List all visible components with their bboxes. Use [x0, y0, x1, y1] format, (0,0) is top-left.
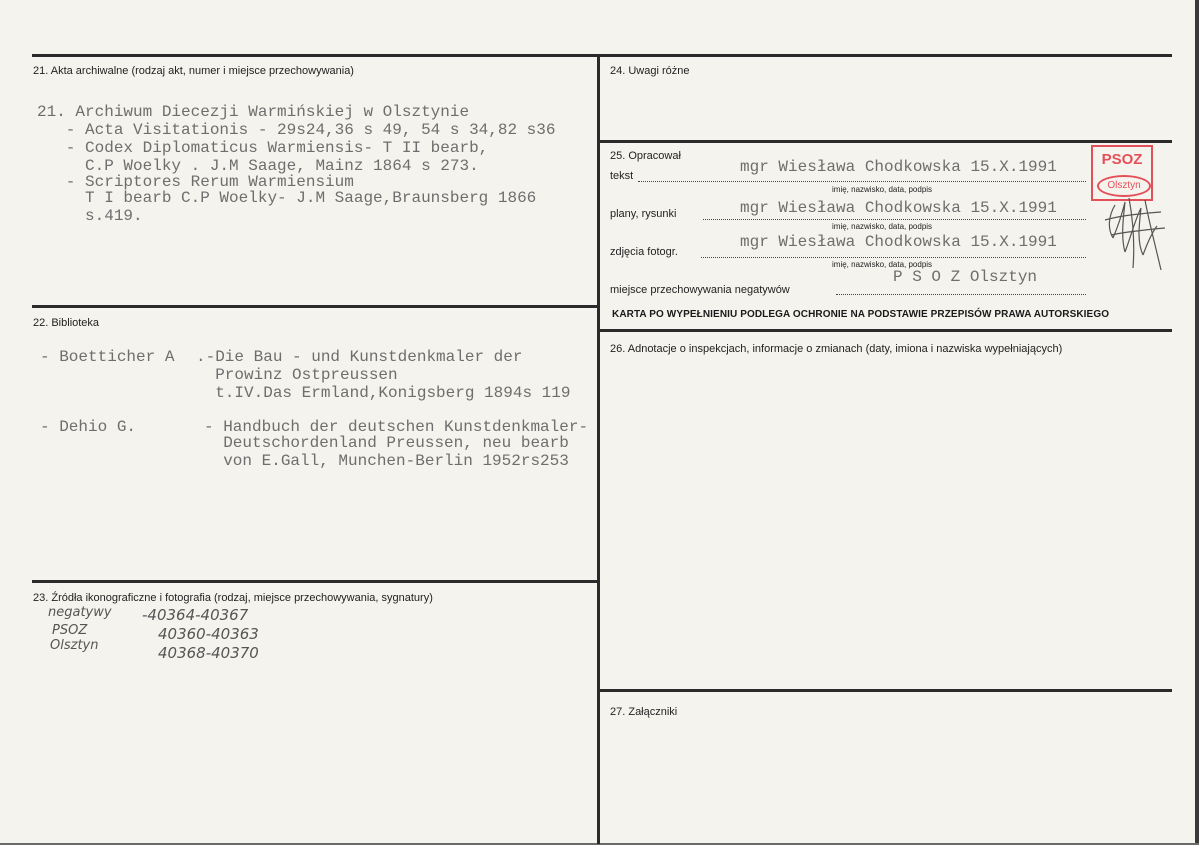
- section-23-label: 23. Źródła ikonograficzne i fotografia (rodzaj, miejsce przechowywania, sygnatury): [33, 592, 433, 604]
- s22-entry-1-line-1: .-Die Bau - und Kunstdenkmaler der: [196, 348, 523, 366]
- s25-row-3-value: mgr Wiesława Chodkowska 15.X.1991: [740, 233, 1057, 251]
- section-24-label: 24. Uwagi różne: [610, 65, 690, 77]
- s21-line-4: C.P Woelky . J.M Saage, Mainz 1864 s 273.: [37, 157, 479, 175]
- rule-center-vertical: [597, 54, 600, 844]
- section-27-label: 27. Załączniki: [610, 706, 678, 718]
- s22-entry-2-line-3: von E.Gall, Munchen-Berlin 1952rs253: [204, 452, 569, 470]
- section-26-label: 26. Adnotacje o inspekcjach, informacje o zmianach (daty, imiona i nazwiska wypełniających): [610, 343, 1063, 355]
- s22-entry-2-line-2: Deutschordenland Preussen, neu bearb: [204, 434, 569, 452]
- rule-right-1: [598, 140, 1172, 143]
- s23-hand-left-3: Olsztyn: [50, 638, 99, 653]
- section-22-label: 22. Biblioteka: [33, 317, 100, 329]
- s25-row-2-line: [703, 219, 1086, 220]
- rule-top-right: [598, 54, 1172, 57]
- s25-row-1-label: tekst: [610, 170, 634, 182]
- s21-line-5: - Scriptores Rerum Warmiensium: [37, 173, 354, 191]
- rule-left-1: [32, 305, 598, 308]
- s25-negatives-label: miejsce przechowywania negatywów: [610, 284, 790, 296]
- s25-row-2-value: mgr Wiesława Chodkowska 15.X.1991: [740, 199, 1057, 217]
- s22-entry-1-line-2: Prowinz Ostpreussen: [196, 366, 398, 384]
- s22-entry-2-line-1: - Handbuch der deutschen Kunstdenkmaler-: [204, 418, 589, 436]
- s25-row-2-caption: imię, nazwisko, data, podpis: [832, 222, 933, 231]
- s25-row-3-line: [701, 257, 1086, 258]
- s25-negatives-line: [836, 294, 1086, 295]
- s25-row-1-value: mgr Wiesława Chodkowska 15.X.1991: [740, 158, 1057, 176]
- s25-row-3-caption: imię, nazwisko, data, podpis: [832, 260, 933, 269]
- s23-hand-left-2: PSOZ: [52, 623, 88, 638]
- stamp-title: PSOZ: [1101, 151, 1143, 168]
- section-25-label: 25. Opracował: [610, 150, 681, 162]
- s21-line-2: - Acta Visitationis - 29s24,36 s 49, 54 s 34,82 s36: [37, 121, 556, 139]
- s23-hand-left-1: negatywy: [48, 605, 112, 620]
- section-21-label: 21. Akta archiwalne (rodzaj akt, numer i miejsce przechowywania): [33, 65, 354, 77]
- s21-line-1: 21. Archiwum Diecezji Warmińskiej w Olsztynie: [37, 103, 470, 121]
- rule-right-2: [598, 329, 1172, 332]
- card-edge-right: [1195, 0, 1199, 845]
- s25-row-2-label: plany, rysunki: [610, 208, 677, 220]
- s22-entry-1-line-3: t.IV.Das Ermland,Konigsberg 1894s 119: [196, 384, 571, 402]
- s21-line-6: T I bearb C.P Woelky- J.M Saage,Braunsberg 1866: [37, 189, 537, 207]
- stamp-city: Olsztyn: [1097, 175, 1151, 197]
- s25-row-1-caption: imię, nazwisko, data, podpis: [832, 185, 933, 194]
- s25-negatives-value: P S O Z Olsztyn: [893, 268, 1038, 286]
- s22-author-2: - Dehio G.: [40, 418, 137, 436]
- rule-left-2: [32, 580, 598, 583]
- s23-hand-right-1: -40364-40367: [142, 606, 249, 624]
- rule-right-3: [598, 689, 1172, 692]
- s25-row-1-line: [638, 181, 1086, 182]
- copyright-notice: KARTA PO WYPEŁNIENIU PODLEGA OCHRONIE NA PODSTAWIE PRZEPISÓW PRAWA AUTORSKIEGO: [612, 309, 1110, 320]
- s21-line-3: - Codex Diplomaticus Warmiensis- T II bearb,: [37, 139, 489, 157]
- s23-hand-right-2: 40360-40363: [158, 625, 259, 643]
- s23-hand-right-3: 40368-40370: [158, 644, 259, 662]
- handwritten-signature: [1085, 180, 1175, 275]
- s22-author-1: - Boetticher A: [40, 348, 175, 366]
- s25-row-3-label: zdjęcia fotogr.: [610, 246, 678, 258]
- rule-top-left: [32, 54, 598, 57]
- s21-line-7: s.419.: [37, 207, 143, 225]
